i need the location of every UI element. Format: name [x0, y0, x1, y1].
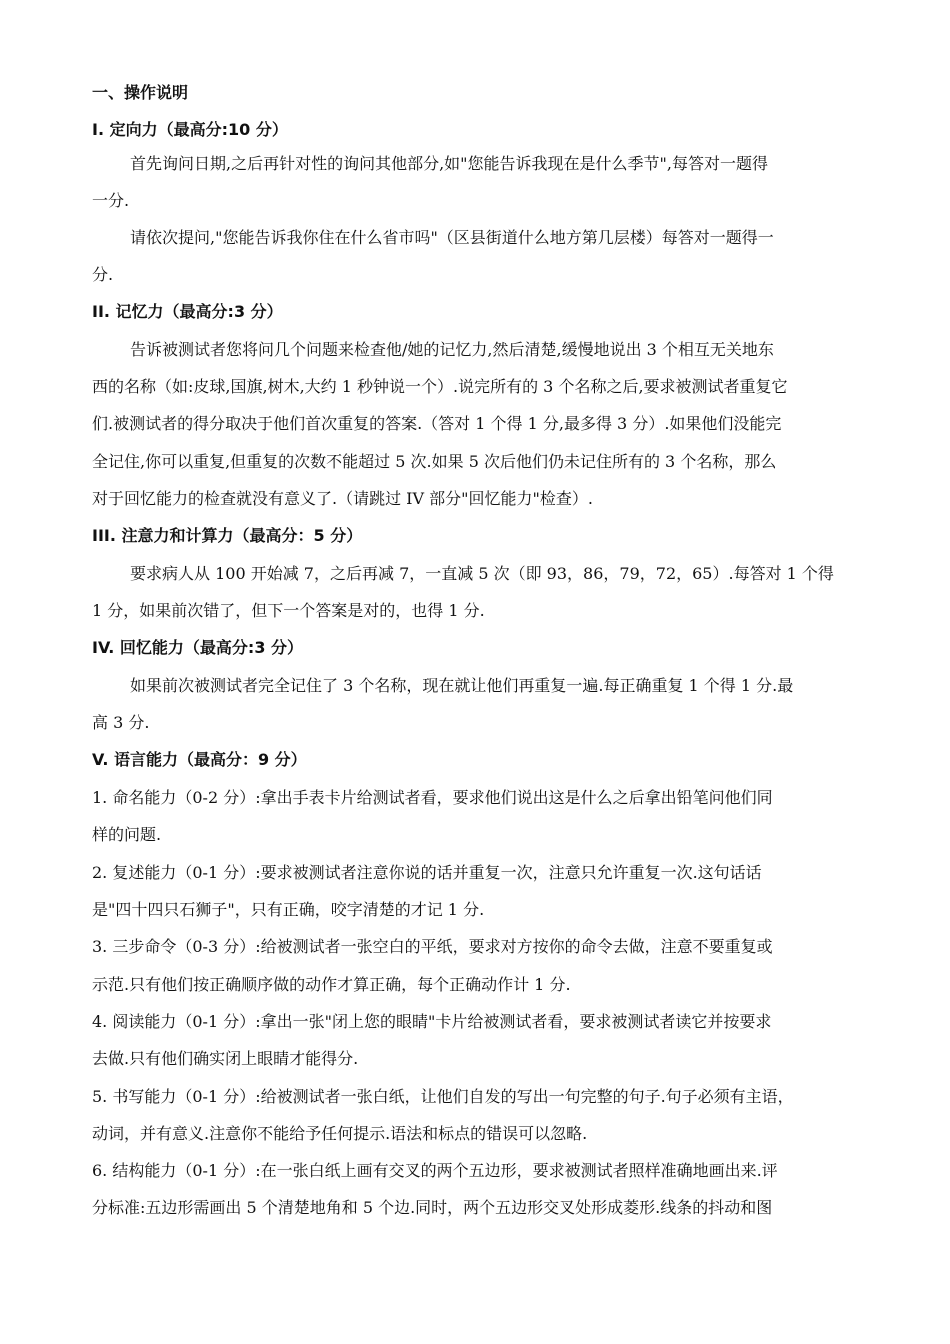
- heading-recall: IV. 回忆能力（最高分:3 分）: [92, 638, 304, 657]
- paragraph-line: 如果前次被测试者完全记住了 3 个名称，现在就让他们再重复一遍.每正确重复 1 个得 1 分.最: [130, 676, 794, 695]
- paragraph-line: 2. 复述能力（0-1 分）:要求被测试者注意你说的话并重复一次，注意只允许重复一次.这句话话: [92, 863, 762, 882]
- paragraph-line: 动词，并有意义.注意你不能给予任何提示.语法和标点的错误可以忽略.: [92, 1124, 588, 1143]
- paragraph-line: 去做.只有他们确实闭上眼睛才能得分.: [92, 1049, 359, 1068]
- paragraph-line: 5. 书写能力（0-1 分）:给被测试者一张白纸，让他们自发的写出一句完整的句子.句子必须有主语，: [92, 1087, 794, 1106]
- paragraph-line: 请依次提问,"您能告诉我你住在什么省市吗"（区县街道什么地方第几层楼）每答对一题得一: [130, 228, 774, 247]
- paragraph-line: 6. 结构能力（0-1 分）:在一张白纸上画有交叉的两个五边形，要求被测试者照样准确地画出来.评: [92, 1161, 778, 1180]
- heading-memory: II. 记忆力（最高分:3 分）: [92, 302, 283, 321]
- paragraph-line: 1. 命名能力（0-2 分）:拿出手表卡片给测试者看，要求他们说出这是什么之后拿出铅笔问他们同: [92, 788, 773, 807]
- paragraph-line: 分标准:五边形需画出 5 个清楚地角和 5 个边.同时，两个五边形交叉处形成菱形.线条的抖动和图: [92, 1198, 773, 1217]
- paragraph-line: 要求病人从 100 开始减 7，之后再减 7，一直减 5 次（即 93，86，79，72，65）.每答对 1 个得: [130, 564, 834, 583]
- paragraph-line: 1 分，如果前次错了，但下一个答案是对的，也得 1 分.: [92, 601, 485, 620]
- paragraph-line: 一分.: [92, 191, 130, 210]
- paragraph-line: 分.: [92, 265, 114, 284]
- paragraph-line: 示范.只有他们按正确顺序做的动作才算正确，每个正确动作计 1 分.: [92, 975, 571, 994]
- paragraph-line: 全记住,你可以重复,但重复的次数不能超过 5 次.如果 5 次后他们仍未记住所有的 3 个名称，那么: [92, 452, 777, 471]
- paragraph-line: 西的名称（如:皮球,国旗,树木,大约 1 秒钟说一个）.说完所有的 3 个名称之后,要求被测试者重复它: [92, 377, 788, 396]
- paragraph-line: 们.被测试者的得分取决于他们首次重复的答案.（答对 1 个得 1 分,最多得 3 分）.如果他们没能完: [92, 414, 782, 433]
- heading-language: V. 语言能力（最高分：9 分）: [92, 750, 307, 769]
- paragraph-line: 是"四十四只石狮子"，只有正确，咬字清楚的才记 1 分.: [92, 900, 485, 919]
- section-title: 一、操作说明: [92, 83, 189, 102]
- paragraph-line: 对于回忆能力的检查就没有意义了.（请跳过 IV 部分"回忆能力"检查）.: [92, 489, 593, 508]
- paragraph-line: 3. 三步命令（0-3 分）:给被测试者一张空白的平纸，要求对方按你的命令去做，注意不要重复或: [92, 937, 773, 956]
- paragraph-line: 告诉被测试者您将问几个问题来检查他/她的记忆力,然后清楚,缓慢地说出 3 个相互无关地东: [130, 340, 774, 359]
- heading-attention: III. 注意力和计算力（最高分：5 分）: [92, 526, 363, 545]
- paragraph-line: 4. 阅读能力（0-1 分）:拿出一张"闭上您的眼睛"卡片给被测试者看，要求被测试者读它并按要求: [92, 1012, 772, 1031]
- paragraph-line: 首先询问日期,之后再针对性的询问其他部分,如"您能告诉我现在是什么季节",每答对一题得: [130, 154, 768, 173]
- paragraph-line: 样的问题.: [92, 825, 162, 844]
- paragraph-line: 高 3 分.: [92, 713, 150, 732]
- heading-orientation: I. 定向力（最高分:10 分）: [92, 120, 288, 139]
